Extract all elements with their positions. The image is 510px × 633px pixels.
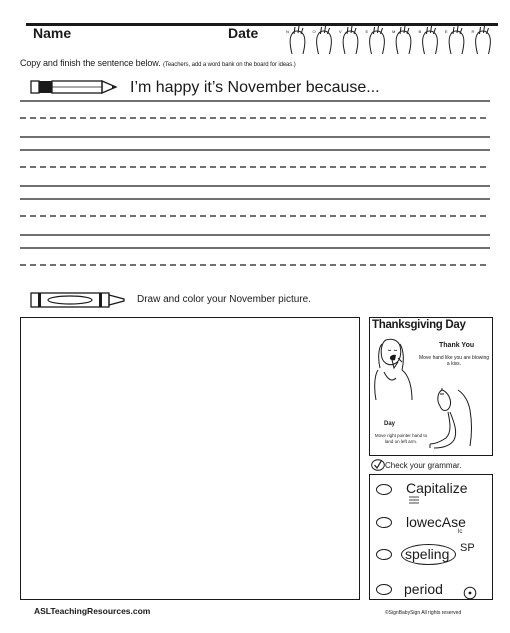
period-mark	[463, 586, 477, 600]
day-label: Day	[384, 421, 396, 427]
sign-letter-caption: B	[418, 29, 422, 34]
spelling-label: speling	[405, 546, 450, 562]
writing-line-set[interactable]	[20, 150, 490, 186]
name-label: Name	[33, 25, 72, 41]
sign-letter-v-icon	[339, 26, 358, 54]
writing-line-set[interactable]	[20, 101, 490, 137]
sign-letter-e-icon	[445, 26, 464, 54]
period-checkbox[interactable]	[376, 584, 392, 595]
sign-letter-caption: E	[445, 29, 448, 34]
sign-letter-r-icon	[472, 26, 491, 54]
writing-line-set[interactable]	[20, 248, 490, 280]
footer-copyright: ©SignBabySign All rights reserved	[385, 610, 462, 616]
sign-letter-caption: R	[471, 29, 475, 34]
spelling-checkbox[interactable]	[376, 549, 392, 560]
lowercase-checkbox[interactable]	[376, 517, 392, 528]
capitalize-checkbox[interactable]	[376, 484, 392, 495]
spelling-mark: SP	[460, 542, 475, 554]
thank-you-label: Thank You	[439, 342, 475, 349]
grammar-title: Check your grammar.	[385, 461, 462, 470]
day-description: Move right pointer hand to land on left arm.	[374, 433, 428, 444]
drawing-box	[20, 317, 360, 600]
thanksgiving-title: Thanksgiving Day	[372, 319, 466, 331]
sign-letter-caption: O	[312, 29, 316, 34]
thank-you-description: Move hand like you are blowing a kiss.	[418, 355, 490, 367]
instruction-main: Copy and finish the sentence below.	[20, 58, 161, 68]
footer-website: ASLTeachingResources.com	[34, 606, 151, 616]
capitalize-underline-mark	[408, 496, 420, 504]
capitalize-label: Capitalize	[406, 480, 468, 496]
pencil-icon	[30, 79, 118, 95]
signer-day-image	[428, 388, 488, 452]
handwriting-lines	[20, 100, 490, 280]
sentence-prompt: I’m happy it’s November because...	[130, 79, 380, 96]
sign-letter-o-icon	[313, 26, 332, 54]
period-label: period	[404, 581, 443, 597]
fingerspelling-hands	[282, 24, 498, 56]
crayon-icon	[30, 292, 128, 308]
instruction-text	[20, 58, 296, 68]
teacher-note: (Teachers, add a word bank on the board for ideas.)	[163, 62, 296, 68]
sign-letter-n-icon	[286, 26, 305, 54]
sign-letter-b-icon	[419, 26, 438, 54]
lowercase-mark: lc	[458, 529, 463, 535]
checkmark-icon	[371, 459, 385, 471]
sign-letter-caption: N	[286, 29, 289, 34]
lowercase-label: lowecAse	[406, 514, 466, 530]
sign-letter-e-icon	[366, 26, 385, 54]
signer-thank-you-image	[372, 334, 422, 404]
sign-letter-caption: V	[339, 29, 342, 34]
date-label: Date	[228, 25, 259, 41]
sign-letter-m-icon	[392, 26, 411, 54]
writing-line-set[interactable]	[20, 199, 490, 235]
draw-instruction: Draw and color your November picture.	[137, 294, 311, 305]
sign-letter-caption: E	[365, 29, 369, 34]
sign-letter-caption: M	[392, 29, 396, 34]
